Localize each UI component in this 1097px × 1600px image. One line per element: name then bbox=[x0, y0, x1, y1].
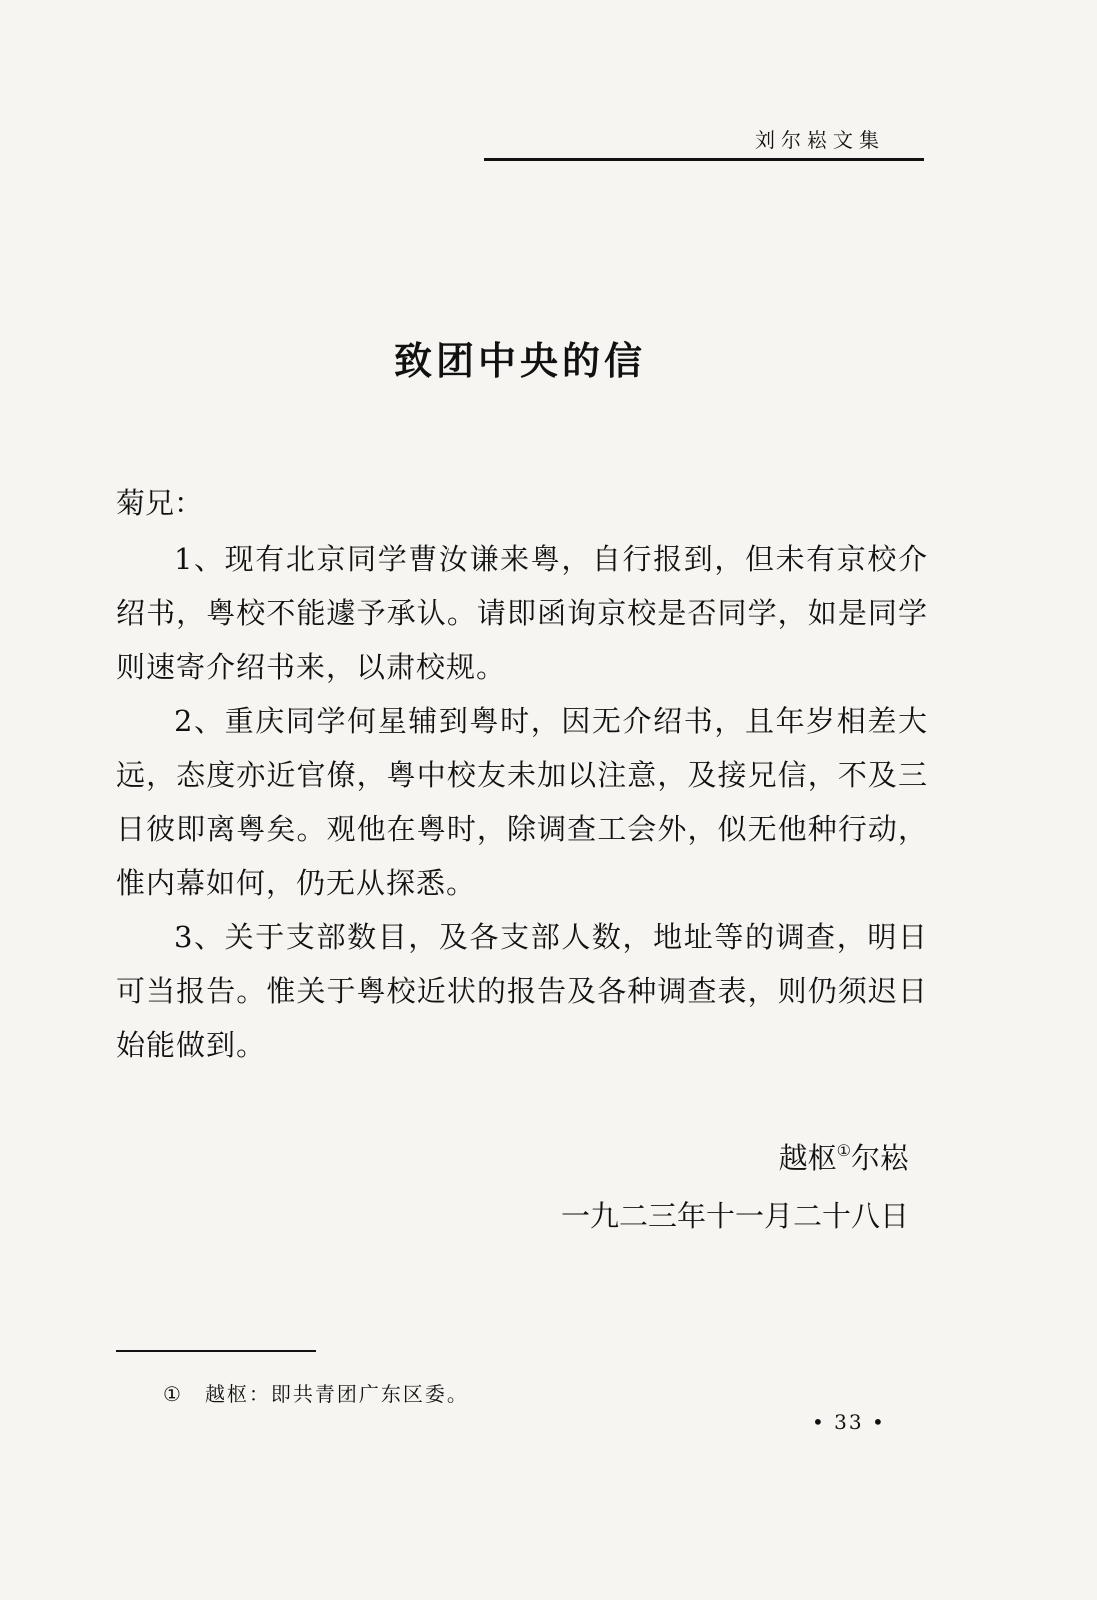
signature-date: 一九二三年十一月二十八日 bbox=[560, 1199, 909, 1233]
paragraph-3: 3、关于支部数目，及各支部人数，地址等的调查，明日可当报告。惟关于粤校近状的报告及各种调查表，则仍须迟日始能做到。 bbox=[116, 920, 928, 1062]
header-rule bbox=[484, 158, 924, 161]
signature-org: 越枢 bbox=[778, 1141, 837, 1175]
signature-line bbox=[561, 1122, 909, 1187]
signature-name: 尔崧 bbox=[850, 1141, 909, 1175]
page-title: 致团中央的信 bbox=[393, 339, 646, 383]
page-number: • 33 • bbox=[812, 1410, 886, 1434]
salutation: 菊兄： bbox=[116, 486, 204, 520]
running-head: 刘尔崧文集 bbox=[755, 128, 885, 152]
footnote-rule bbox=[116, 1350, 316, 1352]
paragraph-1: 1、现有北京同学曹汝谦来粤，自行报到，但未有京校介绍书，粤校不能遽予承认。请即函询京校是否同学，如是同学则速寄介绍书来，以肃校规。 bbox=[116, 542, 928, 684]
footnote-mark: ① bbox=[163, 1382, 183, 1406]
letter-body bbox=[116, 476, 928, 1072]
paragraph-2: 2、重庆同学何星辅到粤时，因无介绍书，且年岁相差大远，态度亦近官僚，粤中校友未加以注意，及接兄信，不及三日彼即离粤矣。观他在粤时，除调查工会外，似无他种行动，惟内幕如何，仍无从探悉。 bbox=[116, 704, 928, 900]
footnote-text: 越枢：即共青团广东区委。 bbox=[204, 1382, 469, 1406]
signature-block bbox=[561, 1122, 909, 1245]
footnote-reference: ① bbox=[836, 1141, 851, 1160]
footnote bbox=[163, 1378, 469, 1407]
